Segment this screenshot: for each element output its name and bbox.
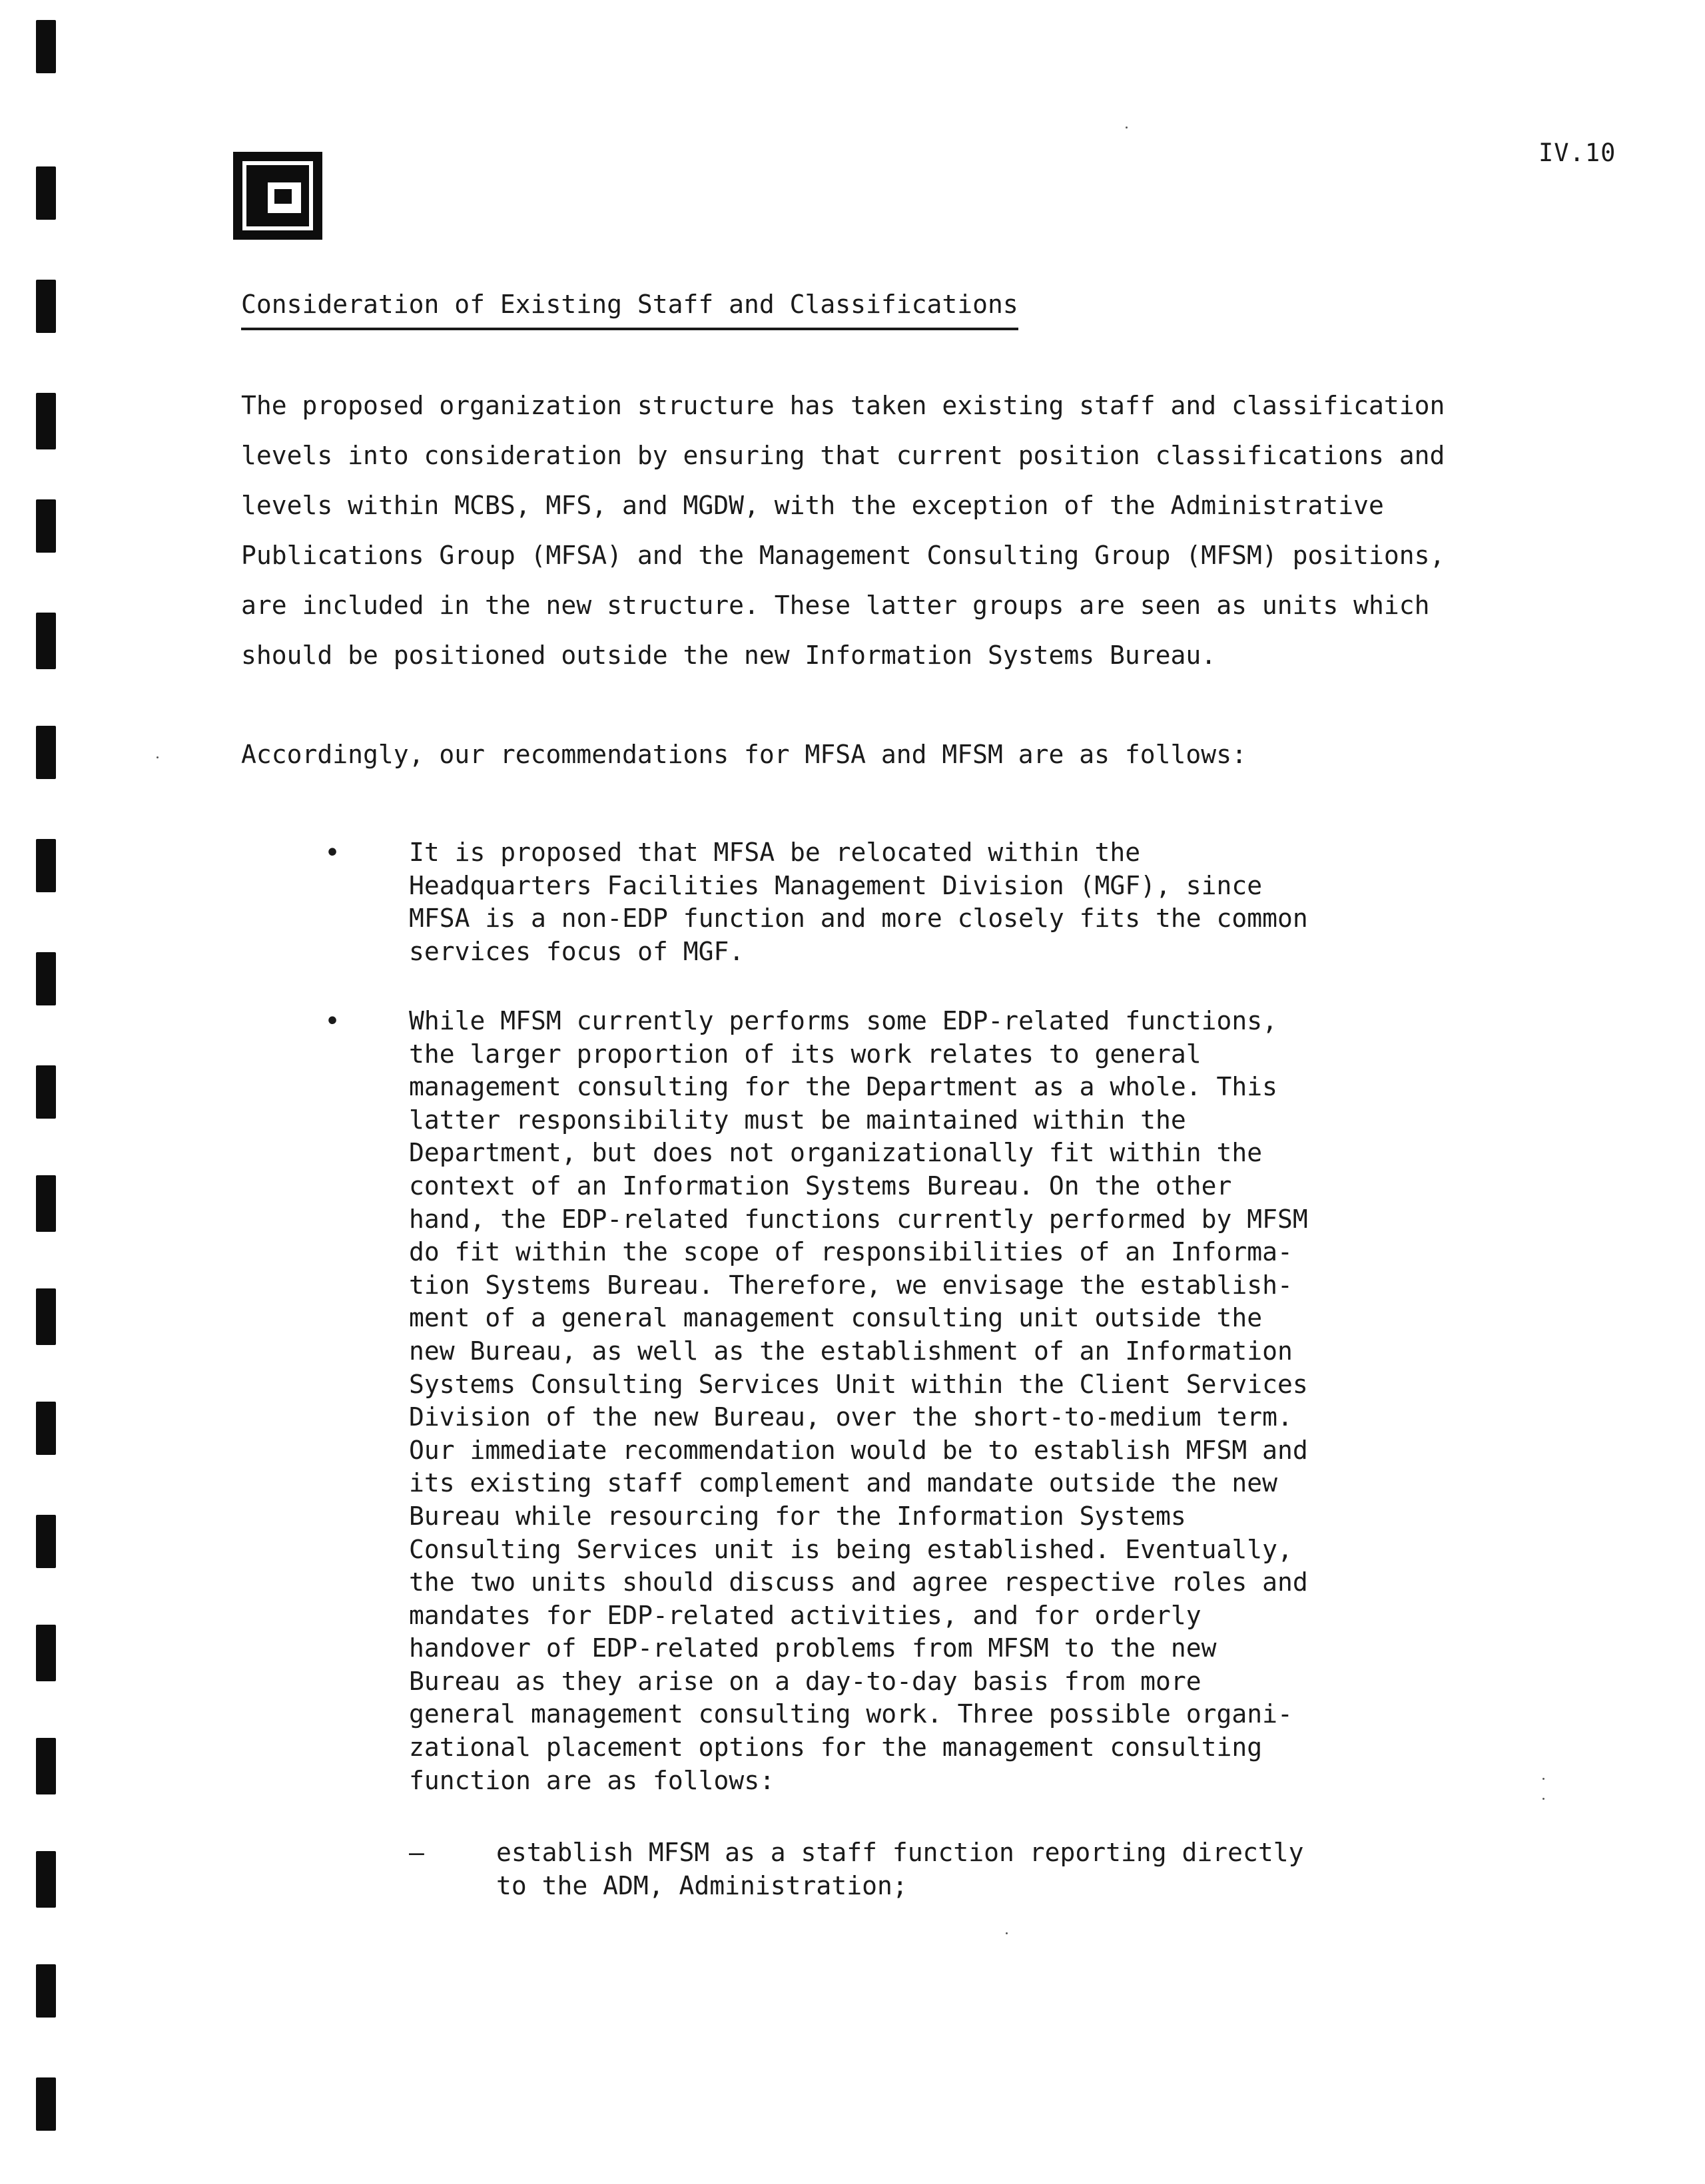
sub-bullet-line: establish MFSM as a staff function reporting directly <box>496 1838 1304 1867</box>
sub-bullet-line: to the ADM, Administration; <box>496 1871 908 1900</box>
binder-mark <box>36 1175 56 1232</box>
bullet-line: management consulting for the Department as a whole. This <box>409 1072 1278 1102</box>
bullet-marker: • <box>324 1006 341 1037</box>
bullet-line: Our immediate recommendation would be to establish MFSM and <box>409 1435 1308 1465</box>
binder-mark <box>36 952 56 1005</box>
bullet-line: handover of EDP-related problems from MFSM to the new <box>409 1633 1217 1663</box>
bullet-line: its existing staff complement and mandate outside the new <box>409 1468 1278 1498</box>
bullet-line: the larger proportion of its work relates to general <box>409 1039 1201 1069</box>
paragraph-line: Publications Group (MFSA) and the Management Consulting Group (MFSM) positions, <box>241 541 1445 570</box>
binder-mark <box>36 499 56 553</box>
binder-mark <box>36 1964 56 2018</box>
binder-mark <box>36 166 56 220</box>
binder-mark <box>36 20 56 73</box>
bullet-item-mfsm <box>409 1005 1308 1797</box>
paragraph-line: Accordingly, our recommendations for MFSA and MFSM are as follows: <box>241 740 1247 769</box>
bullet-line: function are as follows: <box>409 1765 775 1795</box>
paragraph-line: levels into consideration by ensuring that current position classifications and <box>241 441 1445 470</box>
bullet-line: do fit within the scope of responsibilities of an Informa- <box>409 1237 1293 1267</box>
bullet-line: the two units should discuss and agree respective roles and <box>409 1567 1308 1597</box>
dash-marker: – <box>409 1838 424 1867</box>
page-number: IV.10 <box>1538 138 1616 167</box>
scan-speck <box>1126 127 1128 129</box>
bullet-line: Consulting Services unit is being established. Eventually, <box>409 1534 1293 1564</box>
binder-mark <box>36 1625 56 1681</box>
binder-mark <box>36 1288 56 1345</box>
bullet-marker: • <box>324 838 341 868</box>
paragraph-line: The proposed organization structure has taken existing staff and classification <box>241 391 1445 420</box>
bullet-line: zational placement options for the management consulting <box>409 1733 1263 1763</box>
binder-mark <box>36 726 56 779</box>
bullet-line: latter responsibility must be maintained within the <box>409 1105 1186 1135</box>
binder-mark <box>36 1851 56 1908</box>
scan-speck <box>1542 1798 1544 1800</box>
binder-mark <box>36 613 56 669</box>
bullet-line: general management consulting work. Three possible organi- <box>409 1699 1293 1729</box>
section-heading: Consideration of Existing Staff and Classifications <box>241 288 1018 330</box>
bullet-line: Bureau as they arise on a day-to-day basis from more <box>409 1666 1201 1696</box>
bullet-line: Department, but does not organizationally fit within the <box>409 1138 1263 1168</box>
binder-mark <box>36 1065 56 1119</box>
scan-speck <box>1542 1778 1544 1780</box>
bullet-line: It is proposed that MFSA be relocated within the <box>409 838 1141 867</box>
bullet-line: context of an Information Systems Bureau. On the other <box>409 1171 1232 1201</box>
bullet-line: new Bureau, as well as the establishment of an Information <box>409 1336 1293 1366</box>
bullet-line: Headquarters Facilities Management Division (MGF), since <box>409 870 1263 900</box>
paragraph-line: levels within MCBS, MFS, and MGDW, with the exception of the Administrative <box>241 491 1384 520</box>
binder-mark <box>36 1738 56 1794</box>
recommendations-lead <box>241 730 1247 780</box>
binder-mark <box>36 1402 56 1455</box>
bullet-line: Bureau while resourcing for the Information Systems <box>409 1501 1186 1531</box>
binder-mark <box>36 393 56 449</box>
bullet-item-mfsa <box>409 836 1308 968</box>
binder-mark <box>36 2077 56 2131</box>
bullet-line: tion Systems Bureau. Therefore, we envisage the establish- <box>409 1270 1293 1300</box>
bullet-line: Division of the new Bureau, over the short-to-medium term. <box>409 1402 1293 1432</box>
binder-mark <box>36 839 56 892</box>
bullet-line: hand, the EDP-related functions currently performed by MFSM <box>409 1204 1308 1234</box>
bullet-line: Systems Consulting Services Unit within the Client Services <box>409 1369 1308 1399</box>
bullet-line: MFSA is a non-EDP function and more closely fits the common <box>409 904 1308 934</box>
bullet-line: mandates for EDP-related activities, and for orderly <box>409 1600 1201 1630</box>
binder-mark <box>36 280 56 333</box>
intro-paragraph <box>241 381 1445 681</box>
bullet-line: services focus of MGF. <box>409 936 745 966</box>
bullet-line: ment of a general management consulting unit outside the <box>409 1303 1263 1333</box>
paragraph-line: should be positioned outside the new Information Systems Bureau. <box>241 641 1217 670</box>
scan-speck <box>157 756 159 758</box>
bullet-line: While MFSM currently performs some EDP-related functions, <box>409 1006 1278 1035</box>
binder-mark <box>36 1515 56 1568</box>
square-spiral-logo <box>233 152 322 240</box>
scan-speck <box>1006 1932 1008 1934</box>
sub-bullet-item <box>496 1836 1304 1902</box>
paragraph-line: are included in the new structure. These latter groups are seen as units which <box>241 591 1430 620</box>
